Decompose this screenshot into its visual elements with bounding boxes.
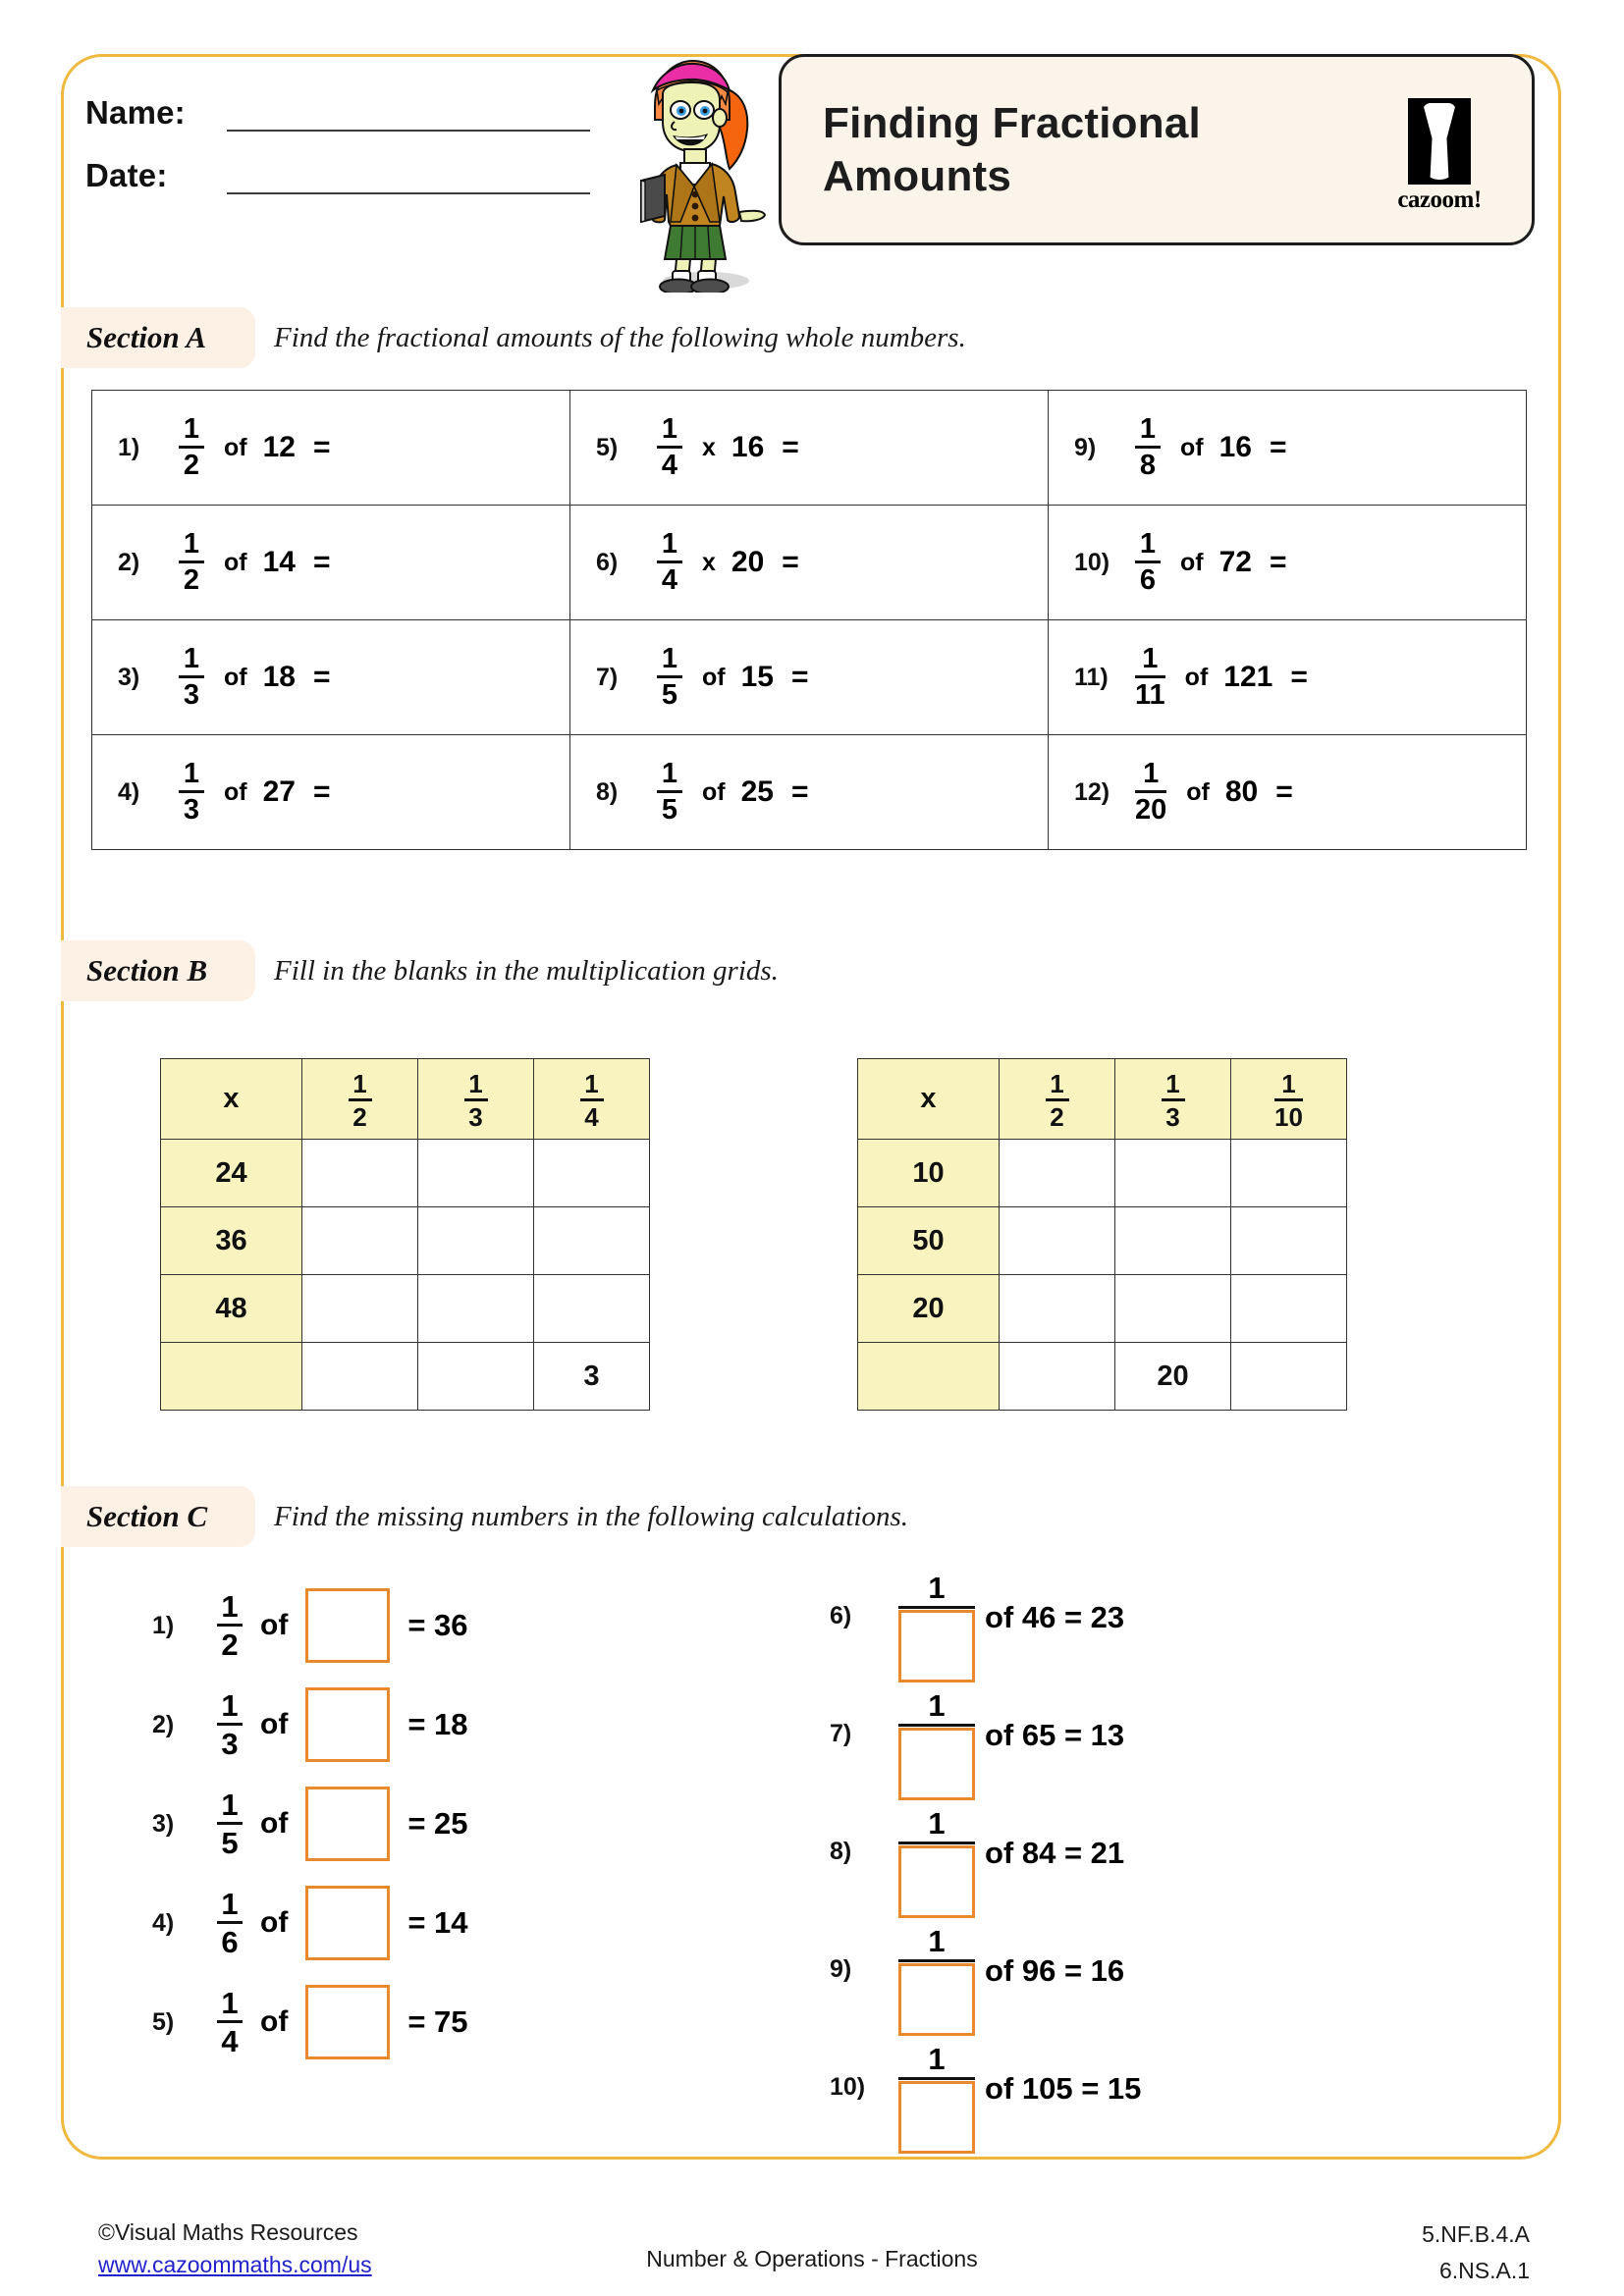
table-row xyxy=(92,506,1527,620)
date-label: Date: xyxy=(85,157,168,193)
question-cell-2[interactable] xyxy=(92,506,570,620)
fraction-denominator: 8 xyxy=(1139,450,1157,481)
equals-sign: = xyxy=(1269,431,1287,463)
fraction-numerator: 1 xyxy=(928,2042,946,2076)
question-number: 8) xyxy=(596,777,619,806)
cazoom-url-link[interactable]: www.cazoommaths.com/us xyxy=(98,2252,372,2278)
fraction-bar xyxy=(898,1724,975,1727)
fraction-numerator: 1 xyxy=(661,758,678,789)
fraction-numerator: 1 xyxy=(183,758,200,789)
fraction xyxy=(179,530,204,595)
cazoom-logo xyxy=(1392,98,1487,214)
grid2-cell-r1c1[interactable] xyxy=(1000,1140,1115,1207)
operator: of xyxy=(1186,777,1210,806)
section-a-tag xyxy=(61,307,255,368)
fraction-denominator: 11 xyxy=(1135,679,1165,711)
question-cell-11[interactable] xyxy=(1049,620,1527,735)
grid1-cell-r3c1[interactable] xyxy=(302,1275,418,1343)
fraction-numerator: 1 xyxy=(928,1806,946,1841)
equals-sign: = xyxy=(1275,775,1293,808)
question-number: 9) xyxy=(1074,433,1097,461)
answer-box[interactable] xyxy=(305,1886,390,1960)
fraction-denominator: 3 xyxy=(183,679,200,711)
grid1-cell-r2c1[interactable] xyxy=(302,1207,418,1275)
fraction-numerator: 1 xyxy=(183,643,200,674)
fraction-denominator: 6 xyxy=(221,1925,239,1959)
result-text: = 18 xyxy=(407,1707,468,1741)
fraction-numerator: 1 xyxy=(1139,413,1157,445)
of-word: of xyxy=(260,1906,289,1939)
grid2-cell-r1c2[interactable] xyxy=(1115,1140,1231,1207)
question-cell-6[interactable] xyxy=(570,506,1049,620)
section-c-question-7 xyxy=(830,1690,1124,1800)
grid2-cell-r4c1[interactable] xyxy=(1000,1343,1115,1411)
question-number: 5) xyxy=(152,2007,175,2036)
fraction-numerator: 1 xyxy=(1165,1069,1180,1098)
fraction xyxy=(179,645,204,710)
fraction-numerator: 1 xyxy=(661,643,678,674)
fraction xyxy=(1135,415,1161,480)
name-label: Name: xyxy=(85,94,186,131)
question-cell-4[interactable] xyxy=(92,735,570,850)
page-title: Finding Fractional Amounts xyxy=(823,98,1201,200)
fraction-numerator: 1 xyxy=(221,1986,239,2020)
grid1-row-header-2: 36 xyxy=(161,1207,302,1275)
operator: x xyxy=(702,433,716,461)
operand: 80 xyxy=(1224,775,1259,808)
grid1-col-header-2 xyxy=(418,1059,534,1140)
operator: x xyxy=(702,548,716,576)
fraction-numerator: 1 xyxy=(1139,528,1157,560)
result-text: = 14 xyxy=(407,1905,468,1940)
footer-standards xyxy=(1422,2216,1530,2289)
grid2-col-header-2 xyxy=(1115,1059,1231,1140)
question-number: 6) xyxy=(830,1602,852,1629)
grid1-corner-cell: x xyxy=(161,1059,302,1140)
operand: 16 xyxy=(1218,431,1252,463)
worksheet-sheet xyxy=(61,54,1561,2160)
question-number: 8) xyxy=(830,1838,852,1865)
section-b-header xyxy=(64,940,1558,1001)
fraction xyxy=(217,1591,243,1660)
grid-row xyxy=(161,1140,650,1207)
fraction-numerator: 1 xyxy=(1143,758,1160,789)
operand: 16 xyxy=(731,431,765,463)
fraction xyxy=(1135,645,1165,710)
fraction-with-answer-box xyxy=(898,1926,975,2036)
multiplication-grid-2 xyxy=(857,1058,1347,1411)
question-cell-9[interactable] xyxy=(1049,391,1527,506)
operator: of xyxy=(702,777,726,806)
operator: of xyxy=(224,433,247,461)
multiplication-grid-1 xyxy=(160,1058,650,1411)
equation-tail: of 84 = 21 xyxy=(985,1836,1125,1870)
fraction xyxy=(179,760,204,825)
grid1-cell-r4c2[interactable] xyxy=(418,1343,534,1411)
fraction-bar xyxy=(898,1959,975,1962)
equals-sign: = xyxy=(312,431,331,463)
grid2-row-header-4[interactable] xyxy=(858,1343,1000,1411)
fraction-denominator: 2 xyxy=(1050,1102,1064,1132)
section-a-instruction: Find the fractional amounts of the following whole numbers. xyxy=(274,321,966,353)
fraction xyxy=(217,1789,243,1858)
equals-sign: = xyxy=(1269,546,1287,578)
fraction-numerator: 1 xyxy=(661,413,678,445)
question-number: 3) xyxy=(118,663,140,691)
grid-row xyxy=(161,1275,650,1343)
section-c-question-10 xyxy=(830,2044,1141,2154)
grid-row xyxy=(161,1207,650,1275)
fraction-with-answer-box xyxy=(898,1690,975,1800)
grid1-cell-r3c2[interactable] xyxy=(418,1275,534,1343)
fraction-numerator: 1 xyxy=(661,528,678,560)
operand: 18 xyxy=(262,661,296,693)
grid2-cell-r4c2[interactable]: 20 xyxy=(1115,1343,1231,1411)
standard-code-1: 5.NF.B.4.A xyxy=(1422,2221,1530,2247)
grid1-row-header-1: 24 xyxy=(161,1140,302,1207)
of-word: of xyxy=(260,2005,289,2038)
table-row xyxy=(92,735,1527,850)
fraction-numerator: 1 xyxy=(221,1887,239,1921)
grid2-cell-r2c2[interactable] xyxy=(1115,1207,1231,1275)
question-number: 2) xyxy=(152,1710,175,1738)
question-number: 4) xyxy=(118,777,140,806)
operand: 27 xyxy=(262,775,296,808)
fraction-denominator: 2 xyxy=(352,1102,367,1132)
footer-topic: Number & Operations - Fractions xyxy=(646,2246,978,2271)
question-cell-7[interactable] xyxy=(570,620,1049,735)
answer-box[interactable] xyxy=(305,1588,390,1663)
operator: of xyxy=(1180,548,1204,576)
operator: of xyxy=(1180,433,1204,461)
fraction-denominator: 20 xyxy=(1135,794,1167,826)
fraction-numerator: 1 xyxy=(928,1924,946,1958)
section-c-tag-label: Section C xyxy=(86,1499,208,1533)
equation-tail: of 46 = 23 xyxy=(985,1600,1125,1634)
section-c-instruction: Find the missing numbers in the following calculations. xyxy=(274,1500,909,1532)
question-number: 9) xyxy=(830,1955,852,1983)
grid2-cell-r2c1[interactable] xyxy=(1000,1207,1115,1275)
section-b xyxy=(64,940,1558,1392)
result-text: = 36 xyxy=(407,1608,468,1642)
section-b-tag-label: Section B xyxy=(86,953,208,988)
section-c-question-9 xyxy=(830,1926,1124,2036)
name-input-line[interactable] xyxy=(227,102,590,132)
fraction-denominator: 4 xyxy=(221,2024,239,2058)
question-number: 6) xyxy=(596,548,619,576)
operator: of xyxy=(224,548,247,576)
fraction-with-answer-box xyxy=(898,2044,975,2154)
operand: 12 xyxy=(262,431,296,463)
fraction xyxy=(657,415,682,480)
copyright-text: ©Visual Maths Resources xyxy=(98,2219,358,2245)
answer-box[interactable] xyxy=(898,1610,975,1682)
fraction-with-answer-box xyxy=(898,1808,975,1918)
fraction-numerator: 1 xyxy=(183,528,200,560)
fraction-denominator: 2 xyxy=(221,1628,239,1662)
fraction xyxy=(657,760,682,825)
grid1-cell-r3c3[interactable] xyxy=(534,1275,650,1343)
answer-box[interactable] xyxy=(898,1728,975,1800)
equals-sign: = xyxy=(1290,661,1308,693)
section-a-table xyxy=(91,390,1527,850)
equals-sign: = xyxy=(312,661,331,693)
section-c-tag xyxy=(61,1486,255,1547)
of-word: of xyxy=(260,1807,289,1840)
grid-row xyxy=(858,1140,1347,1207)
date-input-line[interactable] xyxy=(227,165,590,194)
name-row xyxy=(85,94,596,132)
question-number: 7) xyxy=(596,663,619,691)
operand: 14 xyxy=(262,546,296,578)
question-number: 12) xyxy=(1074,777,1110,806)
question-cell-8[interactable] xyxy=(570,735,1049,850)
cazoom-glass-icon xyxy=(1408,98,1471,185)
worksheet-title-box xyxy=(779,54,1535,245)
question-cell-3[interactable] xyxy=(92,620,570,735)
of-word: of xyxy=(260,1708,289,1740)
grid-row xyxy=(858,1343,1347,1411)
grid2-row-header-2: 50 xyxy=(858,1207,1000,1275)
fraction-denominator: 10 xyxy=(1274,1102,1303,1132)
section-c-question-5 xyxy=(152,1985,468,2059)
section-a-header xyxy=(64,307,1558,368)
fraction-numerator: 1 xyxy=(468,1069,483,1098)
question-number: 5) xyxy=(596,433,619,461)
fraction-denominator: 3 xyxy=(221,1727,239,1761)
fraction-denominator: 5 xyxy=(661,794,678,826)
question-number: 4) xyxy=(152,1908,175,1937)
fraction-denominator: 3 xyxy=(468,1102,483,1132)
grid1-row-header-3: 48 xyxy=(161,1275,302,1343)
fraction-denominator: 5 xyxy=(221,1826,239,1860)
fraction-denominator: 6 xyxy=(1139,564,1157,596)
section-c-question-3 xyxy=(152,1787,468,1861)
table-row xyxy=(92,620,1527,735)
cazoom-logo-text: cazoom! xyxy=(1397,187,1482,213)
grid-row xyxy=(858,1275,1347,1343)
section-c-question-2 xyxy=(152,1687,468,1762)
fraction-numerator: 1 xyxy=(221,1688,239,1723)
question-cell-1[interactable] xyxy=(92,391,570,506)
fraction-with-answer-box xyxy=(898,1573,975,1682)
answer-box[interactable] xyxy=(898,2081,975,2154)
fraction-numerator: 1 xyxy=(928,1688,946,1723)
question-cell-10[interactable] xyxy=(1049,506,1527,620)
table-row xyxy=(92,391,1527,506)
fraction-bar xyxy=(898,2077,975,2080)
fraction xyxy=(657,530,682,595)
fraction-denominator: 4 xyxy=(661,564,678,596)
answer-box[interactable] xyxy=(305,1687,390,1762)
grid2-cell-r4c3[interactable] xyxy=(1231,1343,1347,1411)
fraction xyxy=(217,1988,243,2056)
equals-sign: = xyxy=(312,546,331,578)
equals-sign: = xyxy=(782,546,799,578)
equals-sign: = xyxy=(790,661,809,693)
operand: 15 xyxy=(740,661,774,693)
fraction-numerator: 1 xyxy=(1142,643,1159,674)
grid1-cell-r1c2[interactable] xyxy=(418,1140,534,1207)
operator: of xyxy=(224,777,247,806)
grid2-cell-r3c1[interactable] xyxy=(1000,1275,1115,1343)
grid1-cell-r4c1[interactable] xyxy=(302,1343,418,1411)
fraction xyxy=(657,645,682,710)
fraction-denominator: 4 xyxy=(661,450,678,481)
answer-box[interactable] xyxy=(305,1985,390,2059)
question-number: 1) xyxy=(118,433,140,461)
operand: 20 xyxy=(731,546,765,578)
name-date-block xyxy=(85,94,596,220)
grid1-col-header-3 xyxy=(534,1059,650,1140)
answer-box[interactable] xyxy=(898,1963,975,2036)
question-number: 10) xyxy=(830,2073,866,2101)
equation-tail: of 96 = 16 xyxy=(985,1953,1125,1988)
section-a-tag-label: Section A xyxy=(86,320,207,354)
result-text: = 25 xyxy=(407,1806,468,1841)
grid2-col-header-1 xyxy=(1000,1059,1115,1140)
question-number: 7) xyxy=(830,1720,852,1747)
section-c-header xyxy=(64,1486,1558,1547)
grid1-cell-r2c3[interactable] xyxy=(534,1207,650,1275)
grid1-row-header-4[interactable] xyxy=(161,1343,302,1411)
question-number: 11) xyxy=(1074,663,1109,691)
fraction-denominator: 5 xyxy=(661,679,678,711)
fraction-denominator: 3 xyxy=(1165,1102,1180,1132)
fraction xyxy=(1135,530,1161,595)
grid-row xyxy=(858,1207,1347,1275)
equation-tail: of 105 = 15 xyxy=(985,2071,1142,2106)
standard-code-2: 6.NS.A.1 xyxy=(1438,2257,1530,2283)
fraction-denominator: 4 xyxy=(584,1102,599,1132)
result-text: = 75 xyxy=(407,2004,468,2039)
fraction-numerator: 1 xyxy=(352,1069,367,1098)
grid1-cell-r4c3[interactable]: 3 xyxy=(534,1343,650,1411)
question-cell-12[interactable] xyxy=(1049,735,1527,850)
section-c-question-6 xyxy=(830,1573,1124,1682)
grid-header-row xyxy=(161,1059,650,1140)
grid2-cell-r3c2[interactable] xyxy=(1115,1275,1231,1343)
grid1-cell-r1c1[interactable] xyxy=(302,1140,418,1207)
fraction xyxy=(217,1889,243,1957)
fraction-numerator: 1 xyxy=(928,1571,946,1605)
question-number: 1) xyxy=(152,1611,175,1639)
operator: of xyxy=(1184,663,1209,691)
grid2-cell-r1c3[interactable] xyxy=(1231,1140,1347,1207)
grid1-cell-r2c2[interactable] xyxy=(418,1207,534,1275)
question-number: 2) xyxy=(118,548,140,576)
equals-sign: = xyxy=(790,775,809,808)
grid2-corner-cell: x xyxy=(858,1059,1000,1140)
section-a xyxy=(64,307,1558,826)
grid-header-row xyxy=(858,1059,1347,1140)
answer-box[interactable] xyxy=(898,1845,975,1918)
question-cell-5[interactable] xyxy=(570,391,1049,506)
grid-row xyxy=(161,1343,650,1411)
equals-sign: = xyxy=(782,431,799,463)
fraction xyxy=(1135,760,1166,825)
grid1-col-header-1 xyxy=(302,1059,418,1140)
operator: of xyxy=(224,663,247,691)
fraction xyxy=(217,1690,243,1759)
section-c-question-1 xyxy=(152,1588,468,1663)
grid2-row-header-3: 20 xyxy=(858,1275,1000,1343)
worksheet-footer xyxy=(0,2199,1624,2296)
fraction-numerator: 1 xyxy=(1281,1069,1296,1098)
equals-sign: = xyxy=(312,775,331,808)
section-b-instruction: Fill in the blanks in the multiplication grids. xyxy=(274,954,779,987)
section-c-question-4 xyxy=(152,1886,468,1960)
grid1-cell-r1c3[interactable] xyxy=(534,1140,650,1207)
fraction-numerator: 1 xyxy=(1050,1069,1064,1098)
grid2-cell-r2c3[interactable] xyxy=(1231,1207,1347,1275)
section-c-question-8 xyxy=(830,1808,1124,1918)
worksheet-header xyxy=(64,57,1558,307)
equation-tail: of 65 = 13 xyxy=(985,1718,1125,1752)
of-word: of xyxy=(260,1609,289,1641)
operand: 121 xyxy=(1223,661,1273,693)
grid2-cell-r3c3[interactable] xyxy=(1231,1275,1347,1343)
operand: 72 xyxy=(1218,546,1252,578)
fraction-bar xyxy=(898,1842,975,1844)
section-b-tag xyxy=(61,940,255,1001)
question-number: 3) xyxy=(152,1809,175,1838)
section-c xyxy=(64,1486,1558,2106)
fraction-numerator: 1 xyxy=(183,413,200,445)
date-row xyxy=(85,157,596,194)
fraction-denominator: 2 xyxy=(183,564,200,596)
question-number: 10) xyxy=(1074,548,1110,576)
fraction-bar xyxy=(898,1606,975,1609)
fraction-numerator: 1 xyxy=(584,1069,599,1098)
student-mascot-illustration xyxy=(616,47,783,293)
operator: of xyxy=(702,663,726,691)
grid2-row-header-1: 10 xyxy=(858,1140,1000,1207)
fraction-numerator: 1 xyxy=(221,1788,239,1822)
answer-box[interactable] xyxy=(305,1787,390,1861)
fraction xyxy=(179,415,204,480)
grid2-col-header-3 xyxy=(1231,1059,1347,1140)
fraction-denominator: 3 xyxy=(183,794,200,826)
fraction-denominator: 2 xyxy=(183,450,200,481)
operand: 25 xyxy=(740,775,774,808)
fraction-numerator: 1 xyxy=(221,1589,239,1624)
